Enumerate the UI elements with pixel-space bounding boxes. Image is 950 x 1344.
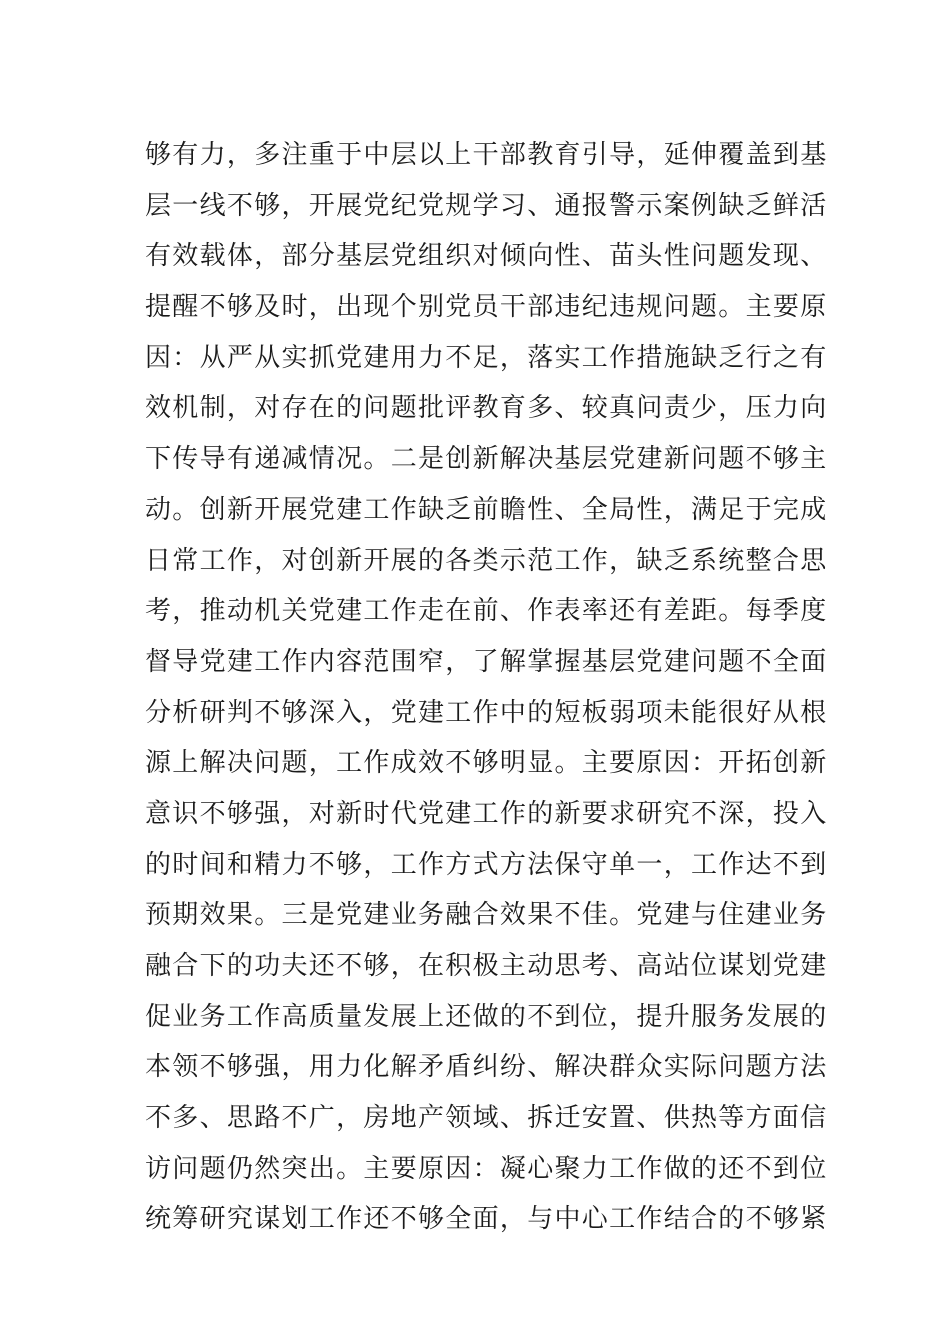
body-text xyxy=(145,130,828,1245)
text-line: 分析研判不够深入，党建工作中的短板弱项未能很好从根 xyxy=(145,697,828,728)
text-line: 效机制，对存在的问题批评教育多、较真问责少，压力向 xyxy=(145,393,828,424)
text-line: 融合下的功夫还不够，在积极主动思考、高站位谋划党建 xyxy=(145,951,828,981)
text-line: 督导党建工作内容范围窄，了解掌握基层党建问题不全面 xyxy=(145,646,828,677)
text-line: 访问题仍然突出。主要原因：凝心聚力工作做的还不到位 xyxy=(145,1153,828,1184)
text-line: 的时间和精力不够，工作方式方法保守单一，工作达不到 xyxy=(145,849,828,880)
text-line: 层一线不够，开展党纪党规学习、通报警示案例缺乏鲜活 xyxy=(145,190,828,221)
text-line: 促业务工作高质量发展上还做的不到位，提升服务发展的 xyxy=(145,1001,828,1032)
text-line: 预期效果。三是党建业务融合效果不佳。党建与住建业务 xyxy=(145,900,828,931)
text-line: 统筹研究谋划工作还不够全面，与中心工作结合的不够紧 xyxy=(145,1204,828,1235)
text-line: 提醒不够及时，出现个别党员干部违纪违规问题。主要原 xyxy=(145,292,828,323)
text-line: 下传导有递减情况。二是创新解决基层党建新问题不够主 xyxy=(145,444,828,475)
text-line: 本领不够强，用力化解矛盾纠纷、解决群众实际问题方法 xyxy=(145,1052,828,1083)
text-line: 意识不够强，对新时代党建工作的新要求研究不深，投入 xyxy=(145,798,828,829)
text-line: 够有力，多注重于中层以上干部教育引导，延伸覆盖到基 xyxy=(145,140,828,170)
text-line: 不多、思路不广，房地产领域、拆迁安置、供热等方面信 xyxy=(145,1103,828,1134)
text-line: 动。创新开展党建工作缺乏前瞻性、全局性，满足于完成 xyxy=(145,494,828,525)
text-line: 日常工作，对创新开展的各类示范工作，缺乏系统整合思 xyxy=(145,545,828,576)
text-line: 有效载体，部分基层党组织对倾向性、苗头性问题发现、 xyxy=(145,241,828,272)
text-line: 考，推动机关党建工作走在前、作表率还有差距。每季度 xyxy=(145,596,828,627)
text-line: 因：从严从实抓党建用力不足，落实工作措施缺乏行之有 xyxy=(145,342,828,373)
text-line: 源上解决问题，工作成效不够明显。主要原因：开拓创新 xyxy=(145,748,828,779)
